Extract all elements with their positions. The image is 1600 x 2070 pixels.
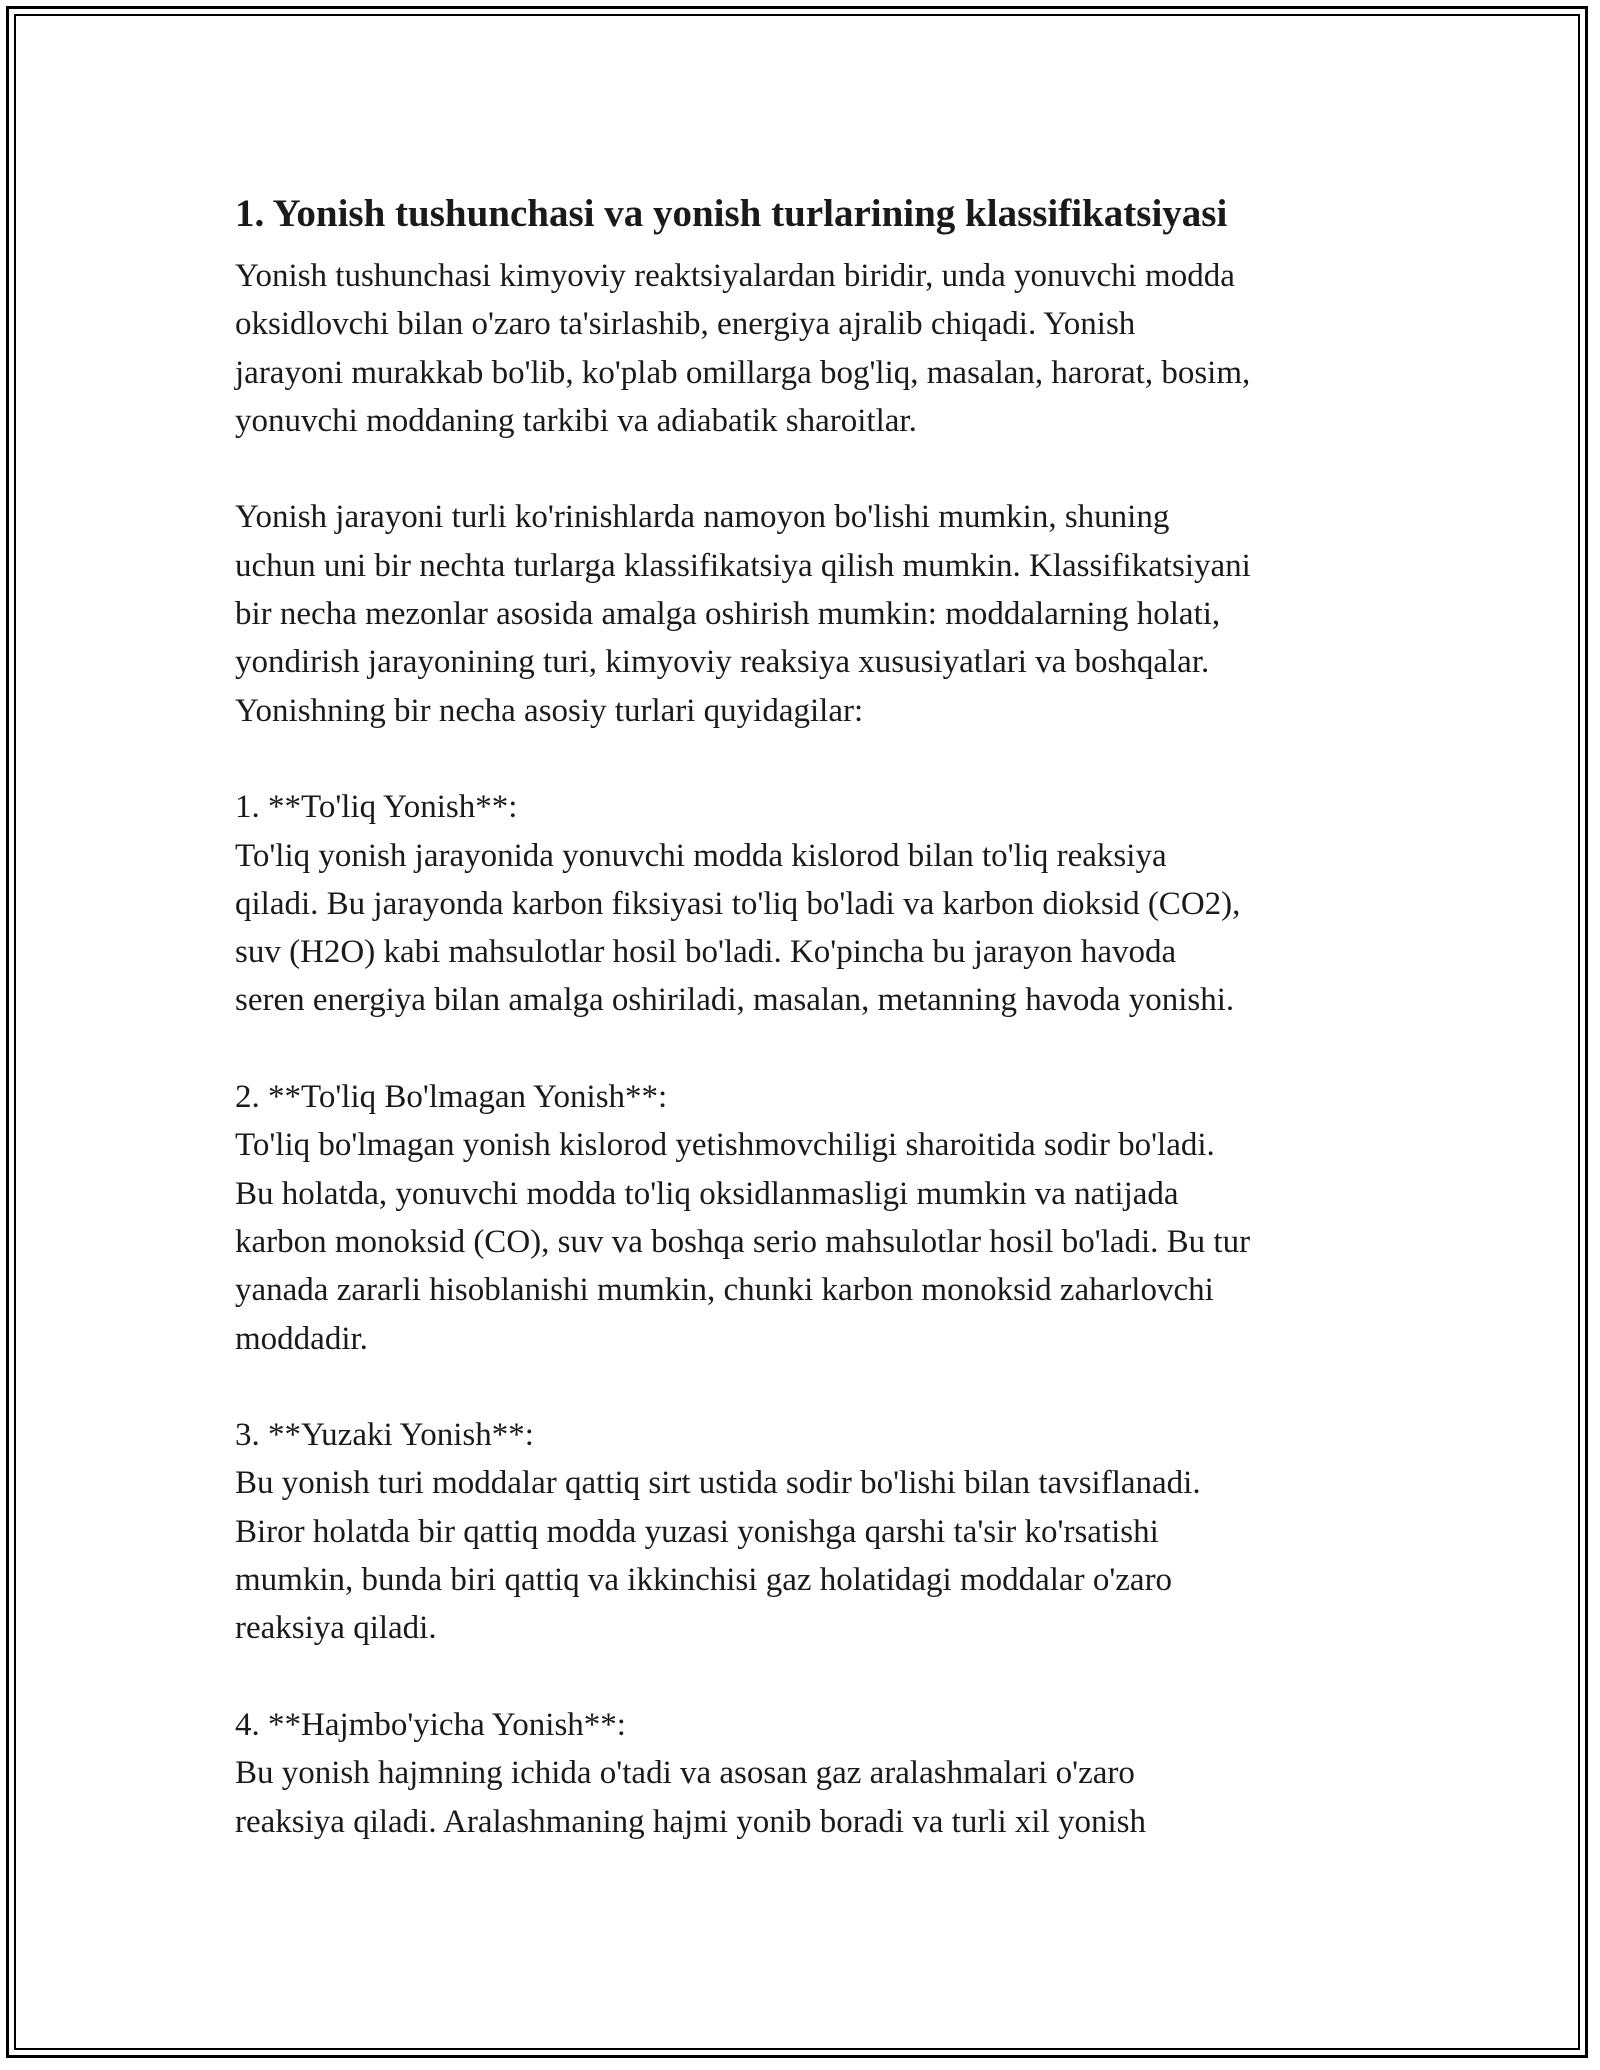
list-item-incomplete-combustion: 2. **To'liq Bo'lmagan Yonish**: To'liq bo'lmagan yonish kislorod yetishmovchiligi sharoitida sodir bo'ladi. Bu holatda, yonuvchi modda to'liq oksidlanmasligi mumkin va natijada karbon monoksid (CO), suv va boshqa serio mahsulotlar hosil bo'ladi. Bu tur yanada zararli hisoblanishi mumkin, chunki karbon monoksid zaharlovchi moddadir.: [235, 1079, 1251, 1357]
paragraph-gap: [235, 735, 1385, 783]
paragraph-gap: [235, 445, 1385, 493]
paragraph-gap: [235, 1025, 1385, 1073]
list-item-volume-combustion: 4. **Hajmbo'yicha Yonish**: Bu yonish hajmning ichida o'tadi va asosan gaz aralashmalari o'zaro reaksiya qiladi. Aralashmaning hajmi yonib boradi va turli xil yonish: [235, 1706, 1146, 1840]
paragraph-gap: [235, 1653, 1385, 1701]
paragraph-classification: Yonish jarayoni turli ko'rinishlarda namoyon bo'lishi mumkin, shuning uchun uni bir nechta turlarga klassifikatsiya qilish mumkin. Klassifikatsiyani bir necha mezonlar asosida amalga oshirish mumkin: moddalarning holati, yondirish jarayonining turi, kimyoviy reaksiya xususiyatlari va boshqalar. Yonishning bir necha asosiy turlari quyidagilar:: [235, 499, 1251, 729]
paragraph-gap: [235, 1363, 1385, 1411]
section-heading: 1. Yonish tushunchasi va yonish turlarining klassifikatsiyasi: [235, 192, 1228, 235]
document-body: [235, 188, 1385, 1846]
paragraph-definition: Yonish tushunchasi kimyoviy reaktsiyalardan biridir, unda yonuvchi modda oksidlovchi bilan o'zaro ta'sirlashib, energiya ajralib chiqadi. Yonish jarayoni murakkab bo'lib, ko'plab omillarga bog'liq, masalan, harorat, bosim, yonuvchi moddaning tarkibi va adiabatik sharoitlar.: [235, 258, 1251, 439]
list-item-complete-combustion: 1. **To'liq Yonish**: To'liq yonish jarayonida yonuvchi modda kislorod bilan to'liq reaksiya qiladi. Bu jarayonda karbon fiksiyasi to'liq bo'ladi va karbon dioksid (CO2), suv (H2O) kabi mahsulotlar hosil bo'ladi. Ko'pincha bu jarayon havoda seren energiya bilan amalga oshiriladi, masalan, metanning havoda yonishi.: [235, 789, 1241, 1019]
list-item-surface-combustion: 3. **Yuzaki Yonish**: Bu yonish turi moddalar qattiq sirt ustida sodir bo'lishi bilan tavsiflanadi. Biror holatda bir qattiq modda yuzasi yonishga qarshi ta'sir ko'rsatishi mumkin, bunda biri qattiq va ikkinchisi gaz holatidagi moddalar o'zaro reaksiya qiladi.: [235, 1417, 1201, 1647]
